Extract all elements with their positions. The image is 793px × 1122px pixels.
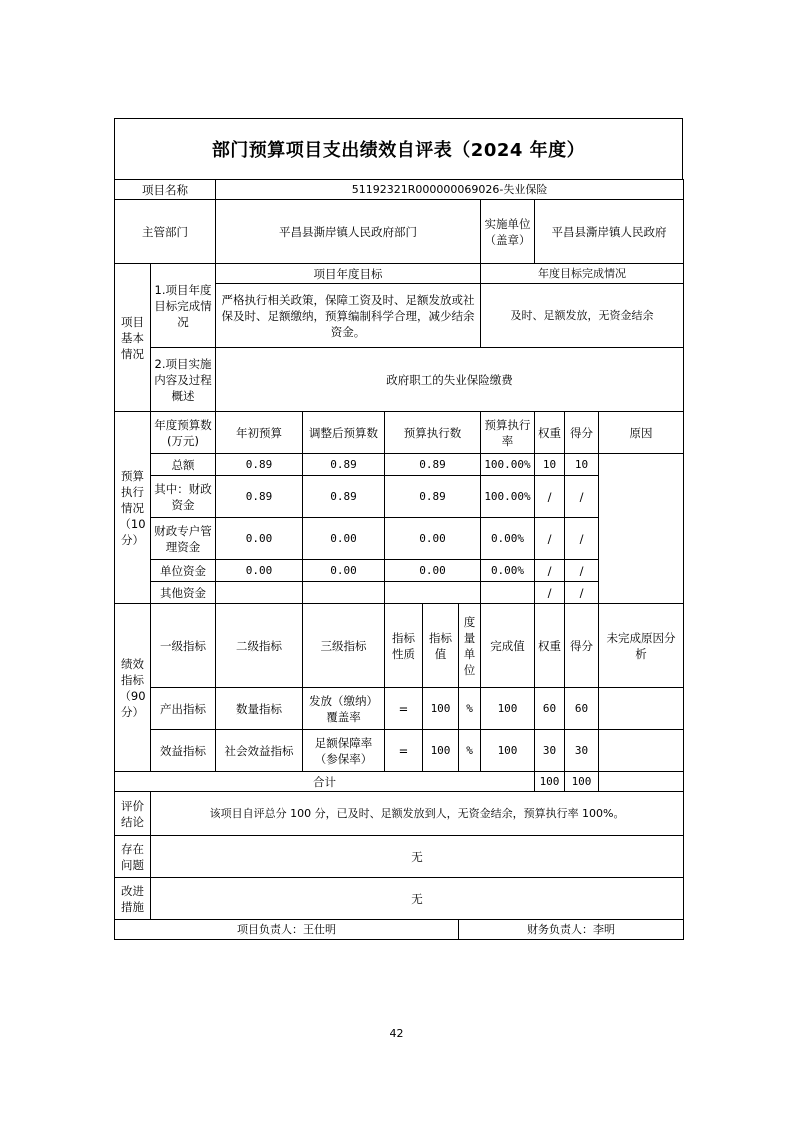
budget-executed: 0.89	[385, 454, 481, 476]
perf-score: 60	[565, 688, 599, 730]
budget-row-label: 总额	[151, 454, 216, 476]
budget-rate: 0.00%	[481, 518, 535, 560]
total-row	[115, 772, 684, 792]
budget-initial: 0.89	[216, 454, 303, 476]
issues-row	[115, 836, 684, 878]
content-row	[115, 348, 684, 412]
budget-adjusted: 0.00	[303, 560, 385, 582]
budget-executed: 0.89	[385, 476, 481, 518]
budget-reason-cell	[599, 454, 684, 604]
budget-adjusted: 0.00	[303, 518, 385, 560]
basic-info-label: 项目基本情况	[115, 264, 151, 412]
project-name-value: 51192321R000000069026-失业保险	[216, 180, 684, 200]
budget-initial	[216, 582, 303, 604]
budget-weight: /	[535, 560, 565, 582]
budget-row	[115, 582, 684, 604]
budget-row-label: 财政专户管理资金	[151, 518, 216, 560]
budget-executed: 0.00	[385, 518, 481, 560]
budget-initial: 0.89	[216, 476, 303, 518]
perf-weight: 60	[535, 688, 565, 730]
perf-nature: =	[385, 688, 423, 730]
content-text: 政府职工的失业保险缴费	[216, 348, 684, 412]
budget-rate-header: 预算执行率	[481, 412, 535, 454]
budget-row-label: 其中：财政资金	[151, 476, 216, 518]
budget-score: 10	[565, 454, 599, 476]
perf-l1: 产出指标	[151, 688, 216, 730]
budget-weight: /	[535, 518, 565, 560]
finance-lead: 财务负责人：李明	[459, 920, 684, 940]
total-label: 合计	[115, 772, 535, 792]
perf-reason	[599, 688, 684, 730]
issues-text: 无	[151, 836, 684, 878]
budget-row-label: 其他资金	[151, 582, 216, 604]
perf-score: 30	[565, 730, 599, 772]
budget-reason-header: 原因	[599, 412, 684, 454]
perf-actual-header: 完成值	[481, 604, 535, 688]
self-evaluation-form	[114, 118, 683, 950]
perf-row	[115, 688, 684, 730]
goal-row-label: 1.项目年度目标完成情况	[151, 264, 216, 348]
budget-initial: 0.00	[216, 560, 303, 582]
budget-weight: /	[535, 476, 565, 518]
perf-actual: 100	[481, 730, 535, 772]
perf-l3: 足额保障率（参保率）	[303, 730, 385, 772]
budget-row-label: 单位资金	[151, 560, 216, 582]
budget-weight: /	[535, 582, 565, 604]
budget-score: /	[565, 560, 599, 582]
signature-row	[115, 920, 684, 940]
budget-rate: 100.00%	[481, 476, 535, 518]
perf-nature-header: 指标性质	[385, 604, 423, 688]
evaluation-text: 该项目自评总分 100 分，已及时、足额发放到人，无资金结余，预算执行率 100%。	[151, 792, 684, 836]
budget-adjusted-header: 调整后预算数	[303, 412, 385, 454]
budget-row	[115, 560, 684, 582]
budget-initial-header: 年初预算	[216, 412, 303, 454]
budget-executed: 0.00	[385, 560, 481, 582]
budget-adjusted	[303, 582, 385, 604]
perf-l3-header: 三级指标	[303, 604, 385, 688]
budget-score: /	[565, 476, 599, 518]
budget-row	[115, 518, 684, 560]
budget-score: /	[565, 518, 599, 560]
budget-initial: 0.00	[216, 518, 303, 560]
completion-text: 及时、足额发放，无资金结余	[481, 284, 684, 348]
total-reason	[599, 772, 684, 792]
perf-l2-header: 二级指标	[216, 604, 303, 688]
perf-value-header: 指标值	[423, 604, 459, 688]
perf-unit: %	[459, 688, 481, 730]
budget-score-header: 得分	[565, 412, 599, 454]
total-score: 100	[565, 772, 599, 792]
improvement-text: 无	[151, 878, 684, 920]
completion-header: 年度目标完成情况	[481, 264, 684, 284]
perf-reason	[599, 730, 684, 772]
project-name-label: 项目名称	[115, 180, 216, 200]
improvement-label: 改进措施	[115, 878, 151, 920]
impl-unit-value: 平昌县澌岸镇人民政府	[535, 200, 684, 264]
perf-actual: 100	[481, 688, 535, 730]
issues-label: 存在问题	[115, 836, 151, 878]
perf-l3: 发放（缴纳）覆盖率	[303, 688, 385, 730]
content-label: 2.项目实施内容及过程概述	[151, 348, 216, 412]
evaluation-label: 评价结论	[115, 792, 151, 836]
department-row	[115, 200, 684, 264]
budget-row	[115, 454, 684, 476]
perf-l2: 社会效益指标	[216, 730, 303, 772]
budget-row	[115, 476, 684, 518]
perf-nature: =	[385, 730, 423, 772]
budget-rate: 0.00%	[481, 560, 535, 582]
budget-score: /	[565, 582, 599, 604]
impl-unit-label: 实施单位（盖章）	[481, 200, 535, 264]
budget-adjusted: 0.89	[303, 476, 385, 518]
budget-annual-header: 年度预算数(万元)	[151, 412, 216, 454]
perf-unit: %	[459, 730, 481, 772]
perf-section-label: 绩效指标（90分）	[115, 604, 151, 772]
improvement-row	[115, 878, 684, 920]
perf-l1-header: 一级指标	[151, 604, 216, 688]
dept-value: 平昌县澌岸镇人民政府部门	[216, 200, 481, 264]
perf-value: 100	[423, 730, 459, 772]
perf-weight: 30	[535, 730, 565, 772]
form-title: 部门预算项目支出绩效自评表（2024 年度）	[211, 140, 586, 161]
budget-rate	[481, 582, 535, 604]
goal-header: 项目年度目标	[216, 264, 481, 284]
goal-header-row	[115, 264, 684, 284]
budget-rate: 100.00%	[481, 454, 535, 476]
perf-weight-header: 权重	[535, 604, 565, 688]
form-title-box	[114, 118, 683, 180]
perf-l1: 效益指标	[151, 730, 216, 772]
perf-row	[115, 730, 684, 772]
perf-unit-header: 度量单位	[459, 604, 481, 688]
perf-reason-header: 未完成原因分析	[599, 604, 684, 688]
budget-section-label: 预算执行情况（10分）	[115, 412, 151, 604]
perf-l2: 数量指标	[216, 688, 303, 730]
perf-score-header: 得分	[565, 604, 599, 688]
budget-adjusted: 0.89	[303, 454, 385, 476]
perf-value: 100	[423, 688, 459, 730]
form-table	[114, 179, 684, 940]
evaluation-row	[115, 792, 684, 836]
budget-executed	[385, 582, 481, 604]
dept-label: 主管部门	[115, 200, 216, 264]
page-number: 42	[389, 1027, 404, 1040]
project-name-row	[115, 180, 684, 200]
budget-header-row	[115, 412, 684, 454]
total-weight: 100	[535, 772, 565, 792]
project-lead: 项目负责人：王仕明	[115, 920, 459, 940]
budget-weight-header: 权重	[535, 412, 565, 454]
budget-executed-header: 预算执行数	[385, 412, 481, 454]
perf-header-row	[115, 604, 684, 688]
goal-text: 严格执行相关政策，保障工资及时、足额发放或社保及时、足额缴纳，预算编制科学合理，减少结余资金。	[216, 284, 481, 348]
budget-weight: 10	[535, 454, 565, 476]
